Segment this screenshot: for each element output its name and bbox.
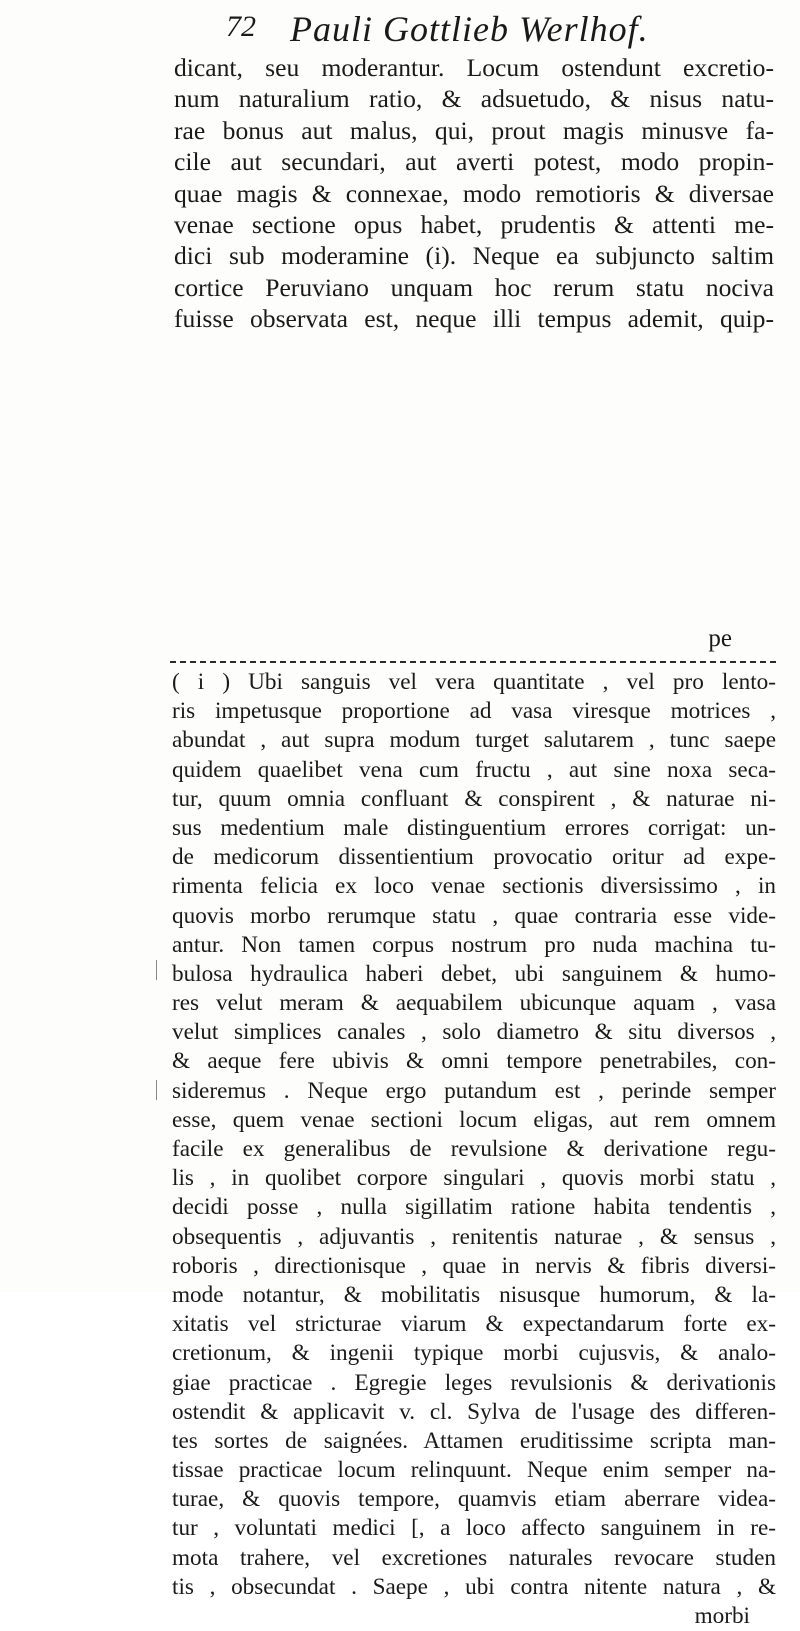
footnote-line: mota trahere, vel excretiones naturales revocare studen <box>172 1544 776 1571</box>
footnote-line: quidem quaelibet vena cum fructu , aut sine noxa seca- <box>172 756 776 783</box>
page-number: 72 <box>226 10 256 43</box>
footnote-line: cretionum, & ingenii typique morbi cujusvis, & analo- <box>172 1340 776 1367</box>
footnote-line: roboris , directionisque , quae in nervis & fibris diversi- <box>172 1252 776 1279</box>
text-line: cile aut secundari, aut averti potest, modo propin- <box>174 147 774 177</box>
footnote-line: mode notantur, & mobilitatis nisusque humorum, & la- <box>172 1281 776 1308</box>
footnote-line: decidi posse , nulla sigillatim ratione habita tendentis , <box>172 1194 776 1221</box>
footnote-line: xitatis vel stricturae viarum & expectandarum forte ex- <box>172 1311 776 1338</box>
footnote-line: obsequentis , adjuvantis , renitentis naturae , & sensus , <box>172 1223 776 1250</box>
footnote-line: ris impetusque proportione ad vasa viresque motrices , <box>172 698 776 725</box>
footnote-catchword: morbi <box>694 1603 750 1629</box>
text-line: venae sectione opus habet, prudentis & attenti me- <box>174 209 774 239</box>
footnote-line: ( i ) Ubi sanguis vel vera quantitate , vel pro lento- <box>172 669 776 695</box>
text-line: cortice Peruviano unquam hoc rerum statu nociva <box>174 272 774 302</box>
footnote-line: giae practicae . Egregie leges revulsionis & derivationis <box>172 1369 776 1396</box>
footnote-line: turae, & quovis tempore, quamvis etiam aberrare videa- <box>172 1486 776 1513</box>
footnote-line: de medicorum dissentientium provocatio oritur ad expe- <box>172 844 776 871</box>
footnote-line: rimenta felicia ex loco venae sectionis diversissimo , in <box>172 873 776 900</box>
footnote-line: antur. Non tamen corpus nostrum pro nuda machina tu- <box>172 931 776 958</box>
footnote-line: esse, quem venae sectioni locum eligas, aut rem omnem <box>172 1106 776 1133</box>
text-line: dici sub moderamine (i). Neque ea subjuncto saltim <box>174 241 774 271</box>
footnote-line: bulosa hydraulica haberi debet, ubi sanguinem & humo- <box>172 960 776 987</box>
footnote-line: tissae practicae locum relinquunt. Neque enim semper na- <box>172 1457 776 1484</box>
footnote-line: tur, quum omnia confluant & conspirent , & naturae ni- <box>172 785 776 812</box>
footnote-line: tis , obsecundat . Saepe , ubi contra nitente natura , & <box>172 1573 776 1600</box>
footnote-line: lis , in quolibet corpore singulari , quovis morbi statu , <box>172 1165 776 1192</box>
footnote-line: res velut meram & aequabilem ubicunque aquam , vasa <box>172 990 776 1017</box>
footnote-line: quovis morbo rerumque statu , quae contraria esse vide- <box>172 902 776 929</box>
footnote-block <box>172 668 776 1631</box>
footnote-line: velut simplices canales , solo diametro & situ diversos , <box>172 1019 776 1046</box>
text-line: fuisse observata est, neque illi tempus ademit, quip- <box>174 304 774 334</box>
footnote-line: sideremus . Neque ergo putandum est , perinde semper <box>172 1077 776 1104</box>
footnote-line: abundat , aut supra modum turget salutarem , tunc saepe <box>172 727 776 754</box>
footnote-separator-rule <box>170 661 776 663</box>
margin-mark <box>156 1080 161 1100</box>
running-head <box>0 8 800 54</box>
margin-mark <box>156 960 161 980</box>
main-catchword-row <box>174 625 774 655</box>
text-line: num naturalium ratio, & adsuetudo, & nisus natu- <box>174 84 774 114</box>
footnote-line: tur , voluntati medici [, a loco affecto sanguinem in re- <box>172 1515 776 1542</box>
main-catchword: pe <box>708 625 732 652</box>
text-line: rae bonus aut malus, qui, prout magis minusve fa- <box>174 115 774 145</box>
footnote-line: sus medentium male distinguentium errores corrigat: un- <box>172 814 776 841</box>
main-text-block <box>174 52 774 335</box>
footnote-line: tes sortes de saignées. Attamen eruditissime scripta man- <box>172 1427 776 1454</box>
footnote-line: facile ex generalibus de revulsione & derivatione regu- <box>172 1136 776 1162</box>
running-head-author: Pauli Gottlieb Werlhof. <box>290 9 649 49</box>
text-line: quae magis & connexae, modo remotioris & diversae <box>174 178 774 208</box>
text-line: dicant, seu moderantur. Locum ostendunt excretio- <box>174 53 774 82</box>
footnote-line: & aeque fere ubivis & omni tempore penetrabiles, con- <box>172 1048 776 1075</box>
footnote-line: ostendit & applicavit v. cl. Sylva de l'usage des differen- <box>172 1398 776 1425</box>
footnote-catchword-line <box>172 1602 776 1631</box>
